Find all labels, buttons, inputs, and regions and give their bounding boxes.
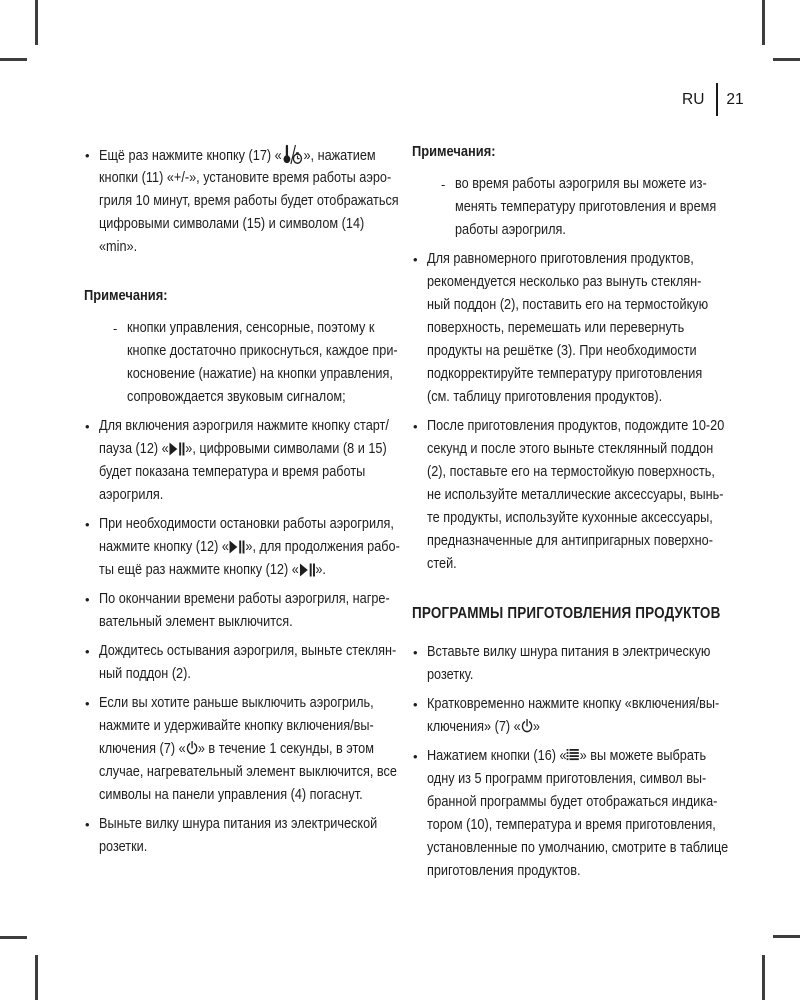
text-line: одну из 5 программ приготовления, символ вы- [427,771,707,787]
text-line: ты ещё раз нажмите кнопку (12) « ». [99,562,326,578]
text-line: бранной программы будет отображаться индика- [427,794,718,810]
bullet-item [84,588,396,634]
bullet-item [412,693,748,739]
play-pause-icon [169,442,186,456]
bullet-item [412,745,748,883]
text-line: аэрогриля. [99,487,164,503]
bullet-item [412,415,748,576]
text-line: Кратковременно нажмите кнопку «включения/вы- [427,696,720,712]
menu-icon [567,748,580,761]
text-line: Нажатием кнопки (16) « » вы можете выбрать [427,748,707,764]
bullet-marker: • [85,148,90,163]
text-line: поверхность, перемешать или перевернуть [427,320,685,336]
bullet-item [84,144,399,259]
text-line: тором (10), температура и время приготовления, [427,817,716,833]
text-line: предназначенные для антипригарных поверхно- [427,533,713,549]
crop-mark [0,58,27,61]
power-icon [521,719,533,733]
crop-mark [0,936,27,939]
bullet-marker: • [413,697,418,712]
text-line: Если вы хотите раньше выключить аэрогриль, [99,695,374,711]
bullet-item [84,813,396,859]
dash-item [440,173,748,242]
text-line: нажмите кнопку (12) « », для продолжения рабо- [99,539,400,555]
text-line: При необходимости остановки работы аэрогриля, [99,516,394,532]
bullet-marker: • [85,644,90,659]
bullet-marker: • [85,817,90,832]
text-line: розетки. [99,839,148,855]
text-line: кнопки управления, сенсорные, поэтому к [127,320,375,336]
left-column [84,144,400,859]
play-pause-icon [299,563,316,577]
dash-item [112,317,396,409]
bullet-marker: • [85,696,90,711]
text-line: ключения (7) « » в течение 1 секунды, в этом [99,741,374,757]
text-line: пауза (12) « », цифровыми символами (8 и 15) [99,441,387,457]
text-line: рекомендуется несколько раз вынуть стеклян- [427,274,702,290]
text-line: Вставьте вилку шнура питания в электрическую [427,644,711,660]
text-line: будет показана температура и время работы [99,464,366,480]
crop-mark [762,955,765,1000]
dash-marker: - [441,177,446,192]
text-line: менять температуру приготовления и время [455,199,717,215]
bullet-marker: • [85,517,90,532]
text-line: работы аэрогриля. [455,222,566,238]
crop-mark [773,58,800,61]
text-line: продукты на решётке (3). При необходимости [427,343,697,359]
text-line: гриля 10 минут, время работы будет отображаться [99,193,399,209]
header-language: RU [682,90,705,108]
bullet-item [84,640,396,686]
bullet-marker: • [413,252,418,267]
bullet-marker: • [413,645,418,660]
bullet-item [84,415,396,507]
crop-mark [773,935,800,938]
text-line: подкорректируйте температуру приготовления [427,366,703,382]
bullet-item [84,692,396,807]
thermometer-timer-icon [282,144,304,165]
text-line: Для включения аэрогриля нажмите кнопку старт/ [99,418,389,434]
text-line: По окончании времени работы аэрогриля, нагре- [99,591,390,607]
text-line: После приготовления продуктов, подождите 10-20 [427,418,725,434]
page-header [682,83,744,116]
text-line: (см. таблицу приготовления продуктов). [427,389,663,405]
header-divider [716,83,718,116]
text-line: стей. [427,556,457,572]
play-pause-icon [229,540,246,554]
text-line: ный поддон (2), поставить его на термостойкую [427,297,709,313]
crop-mark [35,955,38,1000]
text-line: секунд и после этого выньте стеклянный поддон [427,441,714,457]
text-line: во время работы аэрогриля вы можете из- [455,176,707,192]
header-page-number: 21 [726,90,744,108]
text-line: символы на панели управления (4) погаснут. [99,787,363,803]
right-column [412,141,748,883]
bullet-item [412,248,748,409]
dash-marker: - [113,321,118,336]
crop-mark [35,0,38,45]
text-line: ный поддон (2). [99,666,191,682]
text-line: установленные по умолчанию, смотрите в таблице [427,840,729,856]
bullet-marker: • [85,592,90,607]
text-line: кнопке достаточно прикоснуться, каждое при- [127,343,398,359]
text-line: вательный элемент выключится. [99,614,293,630]
text-line: ключения» (7) « » [427,719,540,735]
text-line: те продукты, используйте кухонные аксессуары, [427,510,713,526]
text-line: сопровождается звуковым сигналом; [127,389,346,405]
text-line: не используйте металлические аксессуары, вынь- [427,487,724,503]
crop-mark [762,0,765,45]
text-line: Ещё раз нажмите кнопку (17) « », нажатием [99,144,357,167]
text-line: цифровыми символами (15) и символом (14) [99,216,365,232]
bullet-marker: • [85,419,90,434]
text-line: случае, нагревательный элемент выключится, все [99,764,397,780]
text-line: приготовления продуктов. [427,863,581,879]
text-line: кнопки (11) «+/-», установите время работы аэро- [99,170,392,186]
text-line: (2), поставьте его на термостойкую поверхность, [427,464,715,480]
text-line: «min». [99,239,138,255]
section-heading: ПРОГРАММЫ ПРИГОТОВЛЕНИЯ ПРОДУКТОВ [412,605,721,622]
text-line: Дождитесь остывания аэрогриля, выньте стеклян- [99,643,397,659]
text-line: косновение (нажатие) на кнопки управления, [127,366,393,382]
bullet-marker: • [413,749,418,764]
notes-heading: Примечания: [84,288,168,304]
bullet-marker: • [413,419,418,434]
text-line: розетку. [427,667,474,683]
text-line: Для равномерного приготовления продуктов, [427,251,694,267]
notes-heading: Примечания: [412,144,496,160]
text-line: Выньте вилку шнура питания из электрической [99,816,378,832]
bullet-item [412,641,748,687]
bullet-item [84,513,400,582]
text-line: нажмите и удерживайте кнопку включения/вы- [99,718,374,734]
power-icon [186,741,198,755]
